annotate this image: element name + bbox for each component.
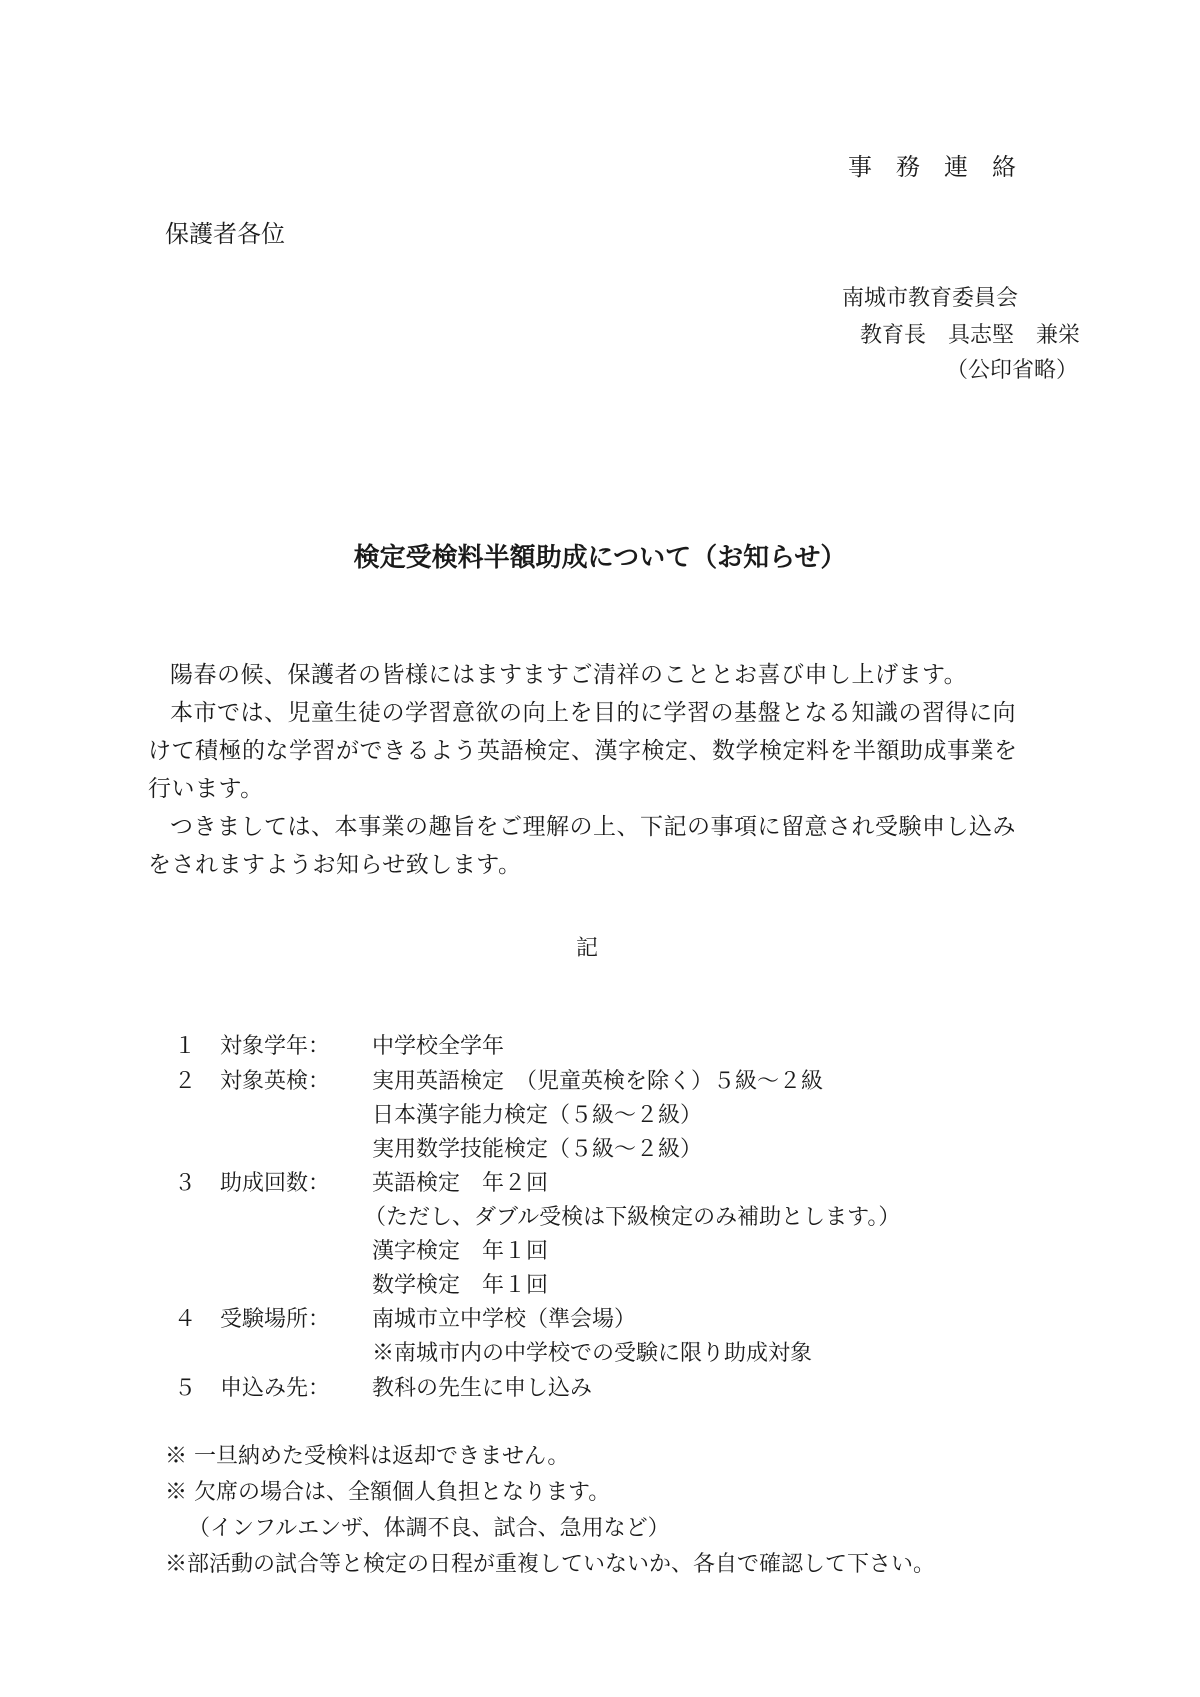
- item-number: ５: [173, 1376, 196, 1401]
- item-label: 対象学年：: [220, 1034, 331, 1059]
- sender-person: 教育長 具志堅 兼栄: [859, 323, 1080, 348]
- item-value: 数学検定 年１回: [372, 1273, 549, 1298]
- body-line: 行います。: [148, 776, 264, 802]
- body-line: けて積極的な学習ができるよう英語検定、漢字検定、数学検定料を半額助成事業を: [148, 738, 1018, 764]
- item-label: 対象英検：: [220, 1069, 331, 1094]
- sender-org: 南城市教育委員会: [841, 286, 1018, 311]
- item-value: ※南城市内の中学校での受験に限り助成対象: [372, 1341, 813, 1366]
- note-line: ※ 一旦納めた受検料は返却できません。: [165, 1444, 570, 1469]
- note-line: ※ 欠席の場合は、全額個人負担となります。: [165, 1480, 611, 1505]
- item-value: （ただし、ダブル受検は下級検定のみ補助とします。）: [364, 1205, 901, 1230]
- note-line: （インフルエンザ、体調不良、試合、急用など）: [188, 1516, 670, 1541]
- item-value: 漢字検定 年１回: [372, 1239, 549, 1264]
- item-number: ４: [173, 1307, 196, 1332]
- item-number: ３: [173, 1171, 196, 1196]
- item-value: 南城市立中学校（準会場）: [372, 1307, 637, 1332]
- item-value: 英語検定 年２回: [372, 1171, 549, 1196]
- body-line: をされますようお知らせ致します。: [148, 852, 522, 878]
- item-value: 日本漢字能力検定（５級～２級）: [372, 1103, 703, 1128]
- item-value: 実用数学技能検定（５級～２級）: [372, 1137, 703, 1162]
- ki-heading: 記: [576, 936, 599, 961]
- item-label: 受験場所：: [220, 1307, 331, 1332]
- item-value: 実用英語検定 （児童英検を除く）５級～２級: [372, 1069, 824, 1094]
- item-label: 助成回数：: [220, 1171, 331, 1196]
- addressee: 保護者各位: [165, 220, 285, 248]
- body-line: 本市では、児童生徒の学習意欲の向上を目的に学習の基盤となる知識の習得に向: [170, 700, 1016, 726]
- item-label: 申込み先：: [220, 1376, 331, 1401]
- page-title: 検定受検料半額助成について（お知らせ）: [353, 543, 847, 573]
- item-value: 教科の先生に申し込み: [372, 1376, 593, 1401]
- note-line: ※部活動の試合等と検定の日程が重複していないか、各自で確認して下さい。: [165, 1552, 936, 1577]
- doc-type-heading: 事 務 連 絡: [848, 153, 1016, 181]
- item-number: ２: [173, 1069, 196, 1094]
- item-value: 中学校全学年: [372, 1034, 505, 1059]
- seal-note: （公印省略）: [945, 358, 1078, 383]
- body-line: 陽春の候、保護者の皆様にはますますご清祥のこととお喜び申し上げます。: [170, 662, 968, 688]
- body-line: つきましては、本事業の趣旨をご理解の上、下記の事項に留意され受験申し込み: [170, 814, 1016, 840]
- item-number: １: [173, 1034, 196, 1059]
